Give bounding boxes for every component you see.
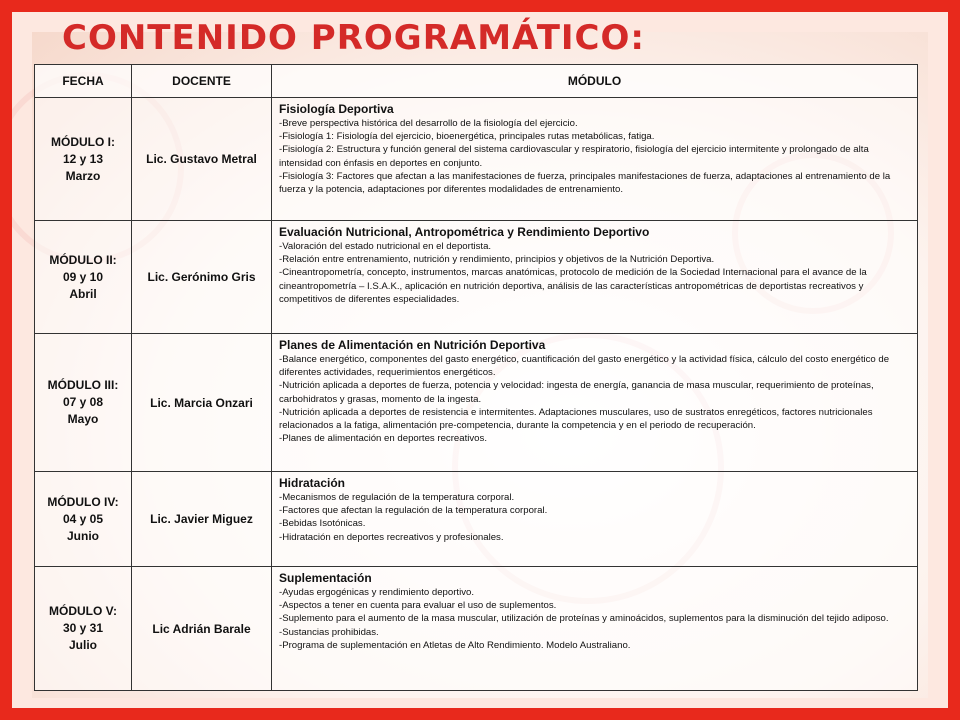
docente-cell: Lic. Gustavo Metral [132,98,272,221]
modulo-item: -Cineantropometría, concepto, instrumentos, marcas anatómicas, protocolo de medición de la Sociedad Internacional para el avance de la cineantropometría – I.S.A.K., aplicación en nutrición deportiva, análisis de las características antropométricas de deportistas recreativos y competitivos de diferentes especialidades. [279,267,867,305]
modulo-item: -Fisiología 3: Factores que afectan a las manifestaciones de fuerza, principales manifestaciones de fuerza, adaptaciones al entrenamiento de la fuerza y la potencia, adaptaciones por diferentes modalidades de entrenamiento. [279,170,891,196]
docente-cell: Lic Adrián Barale [132,567,272,691]
modulo-title: Suplementación [279,571,372,585]
header-docente: DOCENTE [132,65,272,98]
modulo-month: Marzo [65,168,101,183]
modulo-item: -Ayudas ergogénicas y rendimiento deportivo. [279,587,475,598]
modulo-number: MÓDULO I: [51,134,115,149]
modulo-item: -Programa de suplementación en Atletas de Alto Rendimiento. Modelo Australiano. [279,639,631,651]
modulo-item: -Factores que afectan la regulación de la temperatura corporal. [279,505,548,517]
modulo-cell [272,567,918,691]
modulo-item: -Aspectos a tener en cuenta para evaluar el uso de suplementos. [279,600,557,612]
program-table [34,64,918,691]
modulo-item: -Planes de alimentación en deportes recreativos. [279,433,487,445]
modulo-days: 09 y 10 [62,269,104,284]
modulo-cell [272,472,918,567]
modulo-cell [272,98,918,221]
modulo-item: -Bebidas Isotónicas. [279,518,366,530]
modulo-item: -Relación entre entrenamiento, nutrición y rendimiento, principios y objetivos de la Nutrición Deportiva. [279,254,715,266]
docente-cell: Lic. Gerónimo Gris [132,221,272,334]
modulo-days: 12 y 13 [62,151,104,166]
table-row [35,98,918,221]
modulo-title: Hidratación [279,476,346,490]
modulo-title: Planes de Alimentación en Nutrición Deportiva [279,338,546,352]
modulo-days: 07 y 08 [62,395,104,409]
modulo-item: -Suplemento para el aumento de la masa muscular, utilización de proteínas y aminoácidos, suplementos para la disminución del tejido adiposo. [279,613,889,625]
modulo-days: 04 y 05 [62,511,104,526]
modulo-month: Junio [67,528,99,543]
docente-cell: Lic. Marcia Onzari [132,334,272,472]
modulo-month: Julio [68,638,97,652]
modulo-item: -Balance energético, componentes del gasto energético, cuantificación del gasto energético y la actividad física, cálculo del costo energético de diferentes actividades, requerimientos energéticos. [279,354,890,379]
table-header-row [35,65,918,98]
header-fecha: FECHA [35,65,132,98]
table-row [35,221,918,334]
modulo-item: -Nutrición aplicada a deportes de fuerza, potencia y velocidad: ingesta de energía, ganancia de masa muscular, requerimiento de proteínas, carbohidratos y grasas, momento de la ingesta. [279,380,874,405]
modulo-title: Evaluación Nutricional, Antropométrica y Rendimiento Deportivo [279,225,650,239]
modulo-number: MÓDULO III: [47,378,119,392]
fecha-cell [35,98,132,221]
fecha-cell [35,472,132,567]
table-row [35,472,918,567]
modulo-item: -Nutrición aplicada a deportes de resistencia e intermitentes. Adaptaciones musculares, uso de sustratos enregéticos, factores nutricionales relacionados a la fatiga, alimentación pre-competencia, durante la competencia y en el periodo de recuperación. [279,406,873,432]
modulo-item: -Valoración del estado nutricional en el deportista. [279,241,492,252]
table-row [35,567,918,691]
modulo-month: Mayo [67,412,99,426]
modulo-item: -Sustancias prohibidas. [279,626,379,638]
modulo-number: MÓDULO IV: [47,494,119,509]
modulo-item: -Breve perspectiva histórica del desarrollo de la fisiología del ejercicio. [279,118,578,129]
modulo-month: Abril [69,286,97,301]
fecha-cell [35,567,132,691]
page-title: CONTENIDO PROGRAMÁTICO: [62,18,646,58]
modulo-item: -Mecanismos de regulación de la temperatura corporal. [279,492,515,503]
fecha-cell [35,221,132,334]
table-row [35,334,918,472]
modulo-item: -Fisiología 1: Fisiología del ejercicio, bioenergética, principales rutas metabólicas, fatiga. [279,131,655,143]
modulo-cell [272,221,918,334]
header-modulo: MÓDULO [272,65,918,98]
modulo-number: MÓDULO II: [49,252,117,267]
modulo-cell [272,334,918,472]
modulo-days: 30 y 31 [62,621,104,635]
modulo-item: -Fisiología 2: Estructura y función general del sistema cardiovascular y respiratorio, fisiología del ejercicio intermitente y prolongado de alta intensidad con énfasis en deportes en conjunto. [279,144,869,169]
modulo-item: -Hidratación en deportes recreativos y profesionales. [279,531,504,543]
modulo-title: Fisiología Deportiva [279,102,394,116]
fecha-cell [35,334,132,472]
docente-cell: Lic. Javier Miguez [132,472,272,567]
modulo-number: MÓDULO V: [49,604,117,618]
